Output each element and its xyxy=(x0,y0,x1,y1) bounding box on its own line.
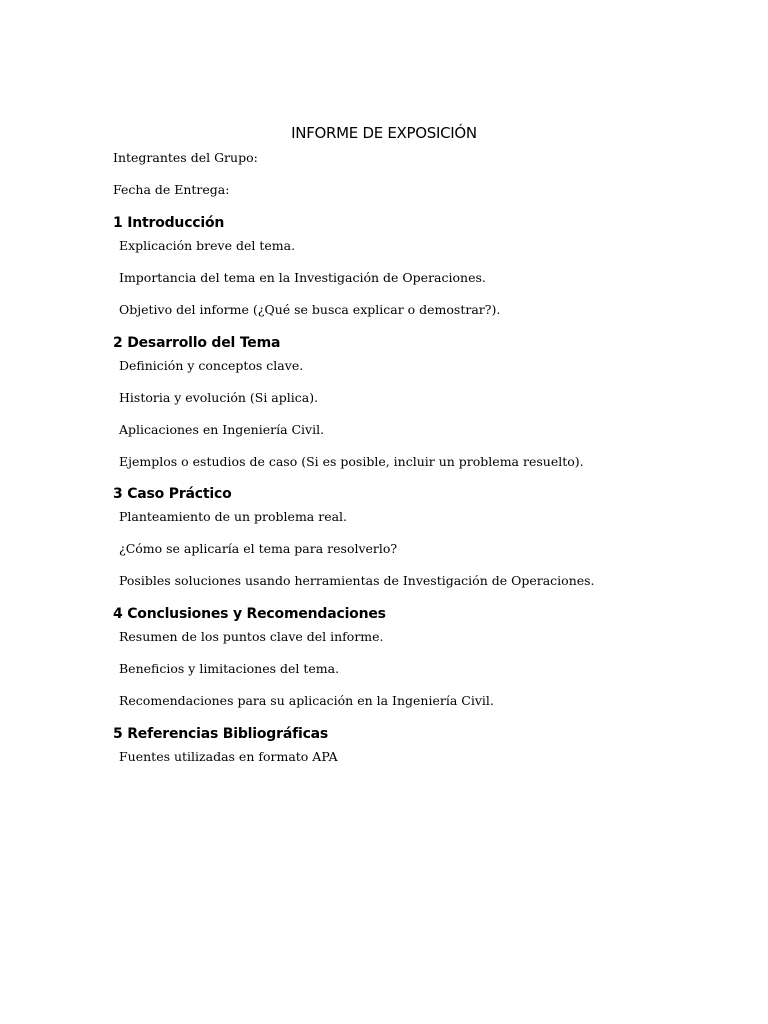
delivery-date-label: Fecha de Entrega: xyxy=(113,182,230,197)
section-item: Objetivo del informe (¿Qué se busca explicar o demostrar?). xyxy=(119,302,501,317)
section-item: Explicación breve del tema. xyxy=(119,238,296,253)
section-heading-caso-practico: 3 Caso Práctico xyxy=(113,486,232,502)
section-item: Definición y conceptos clave. xyxy=(119,358,304,373)
section-item: Aplicaciones en Ingeniería Civil. xyxy=(119,422,325,437)
section-item: Importancia del tema en la Investigación de Operaciones. xyxy=(119,270,486,285)
section-item: Historia y evolución (Si aplica). xyxy=(119,390,319,405)
section-item: Resumen de los puntos clave del informe. xyxy=(119,629,384,644)
section-item: ¿Cómo se aplicaría el tema para resolverlo? xyxy=(119,541,398,556)
section-item: Ejemplos o estudios de caso (Si es posible, incluir un problema resuelto). xyxy=(119,454,584,469)
section-item: Recomendaciones para su aplicación en la Ingeniería Civil. xyxy=(119,693,494,708)
members-label: Integrantes del Grupo: xyxy=(113,150,258,165)
section-heading-referencias: 5 Referencias Bibliográficas xyxy=(113,726,329,742)
section-item: Fuentes utilizadas en formato APA xyxy=(119,749,338,764)
section-heading-conclusiones: 4 Conclusiones y Recomendaciones xyxy=(113,606,386,622)
section-item: Planteamiento de un problema real. xyxy=(119,509,348,524)
section-item: Beneficios y limitaciones del tema. xyxy=(119,661,340,676)
section-item: Posibles soluciones usando herramientas de Investigación de Operaciones. xyxy=(119,573,595,588)
section-heading-desarrollo: 2 Desarrollo del Tema xyxy=(113,335,281,351)
document-title: INFORME DE EXPOSICIÓN xyxy=(291,124,477,142)
section-heading-introduccion: 1 Introducción xyxy=(113,215,225,231)
